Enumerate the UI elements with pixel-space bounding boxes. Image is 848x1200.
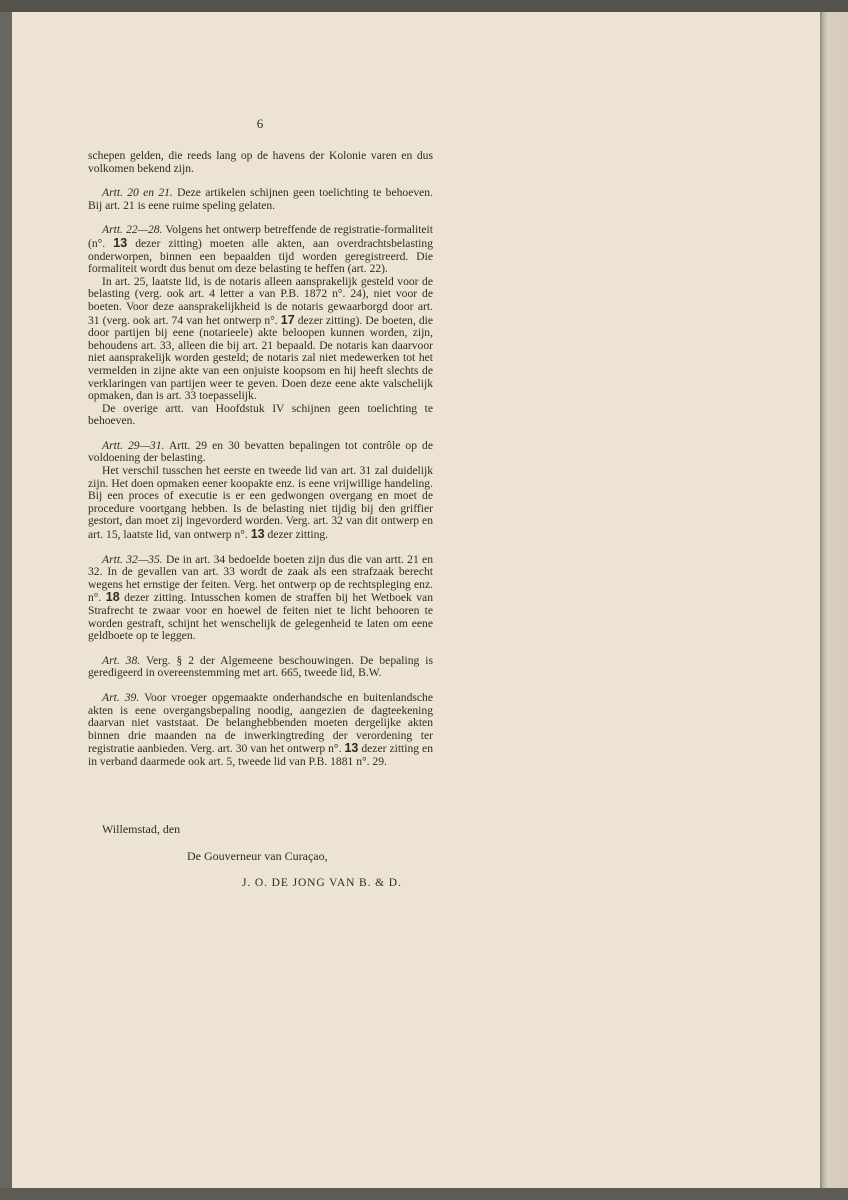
ontwerp-reference: 17 <box>280 312 295 327</box>
next-page-edge <box>820 12 848 1188</box>
paragraph-hoofdstuk-iv: De overige artt. van Hoofdstuk IV schijnen geen toelichting te behoeven. <box>88 401 433 428</box>
paragraph-art-31-verschil: Het verschil tusschen het eerste en tweede lid van art. 31 zal duidelijk zijn. Het doen opmaken eener koopakte enz. is eene vrijwillige handeling. Bij een proces of executie is er een gedwongen overgang en moet de procedure voortgang hebben. Is de belasting niet tijdig bij den griffier gestort, dan moet zij ingevorderd worden. Verg. art. 32 van dit ontwerp en art. 15, laatste lid, van ontwerp n°. 13 dezer zitting. <box>88 464 433 542</box>
closing-place-date: Willemstad, den <box>102 822 181 836</box>
closing-governor-title: De Gouverneur van Curaçao, <box>187 849 328 863</box>
paragraph-art-39: Art. 39. Voor vroeger opgemaakte onderhandsche en buitenlandsche akten is eene overgangsbepaling noodig, aangezien de dagteekening daarvan niet vaststaat. De belanghebbenden moeten dergelijke akten binnen drie maanden na de inwerkingtreding der verordening ter registratie aanbieden. Verg. art. 30 van het ontwerp n°. 13 dezer zitting en in verband daarmede ook art. 5, tweede lid van P.B. 1881 n°. 29. <box>88 690 434 768</box>
signature-name: J. O. DE JONG VAN B. & D. <box>242 877 402 889</box>
ontwerp-reference: 13 <box>113 235 128 250</box>
scan-top-border <box>0 0 848 12</box>
page-number: 6 <box>256 116 264 131</box>
paragraph-artt-32-35: Artt. 32—35. De in art. 34 bedoelde boeten zijn dus die van artt. 21 en 32. In de gevallen van art. 33 wordt de zaak als een strafzaak berecht wegens het ernstige der feiten. Verg. het ontwerp op de rechtspleging enz. n°. 18 dezer zitting. Intusschen komen de straffen bij het Wetboek van Strafrecht te zwaar voor en hoewel de feiten niet te licht behooren te worden gestraft, schijnt het wenschelijk de gelegenheid te laten om eene geldboete op te leggen. <box>88 552 434 643</box>
paragraph-continuation: schepen gelden, die reeds lang op de havens der Kolonie varen en dus volkomen bekend zijn. <box>88 149 433 175</box>
scan-bottom-border <box>0 1188 848 1200</box>
ontwerp-reference: 18 <box>105 590 120 605</box>
body-text <box>88 150 433 769</box>
ontwerp-reference: 13 <box>250 527 265 542</box>
paragraph-artt-22-28: Artt. 22—28. Volgens het ontwerp betreffende de registratie-formaliteit (n°. 13 dezer zitting) moeten alle akten, aan overdrachtsbelasting onderworpen, binnen een bepaalden tijd worden geregistreerd. Die formaliteit wordt dus benut om deze belasting te heffen (art. 22). <box>88 223 434 276</box>
ontwerp-reference: 13 <box>344 741 359 756</box>
paragraph-art-38: Art. 38. Verg. § 2 der Algemeene beschouwingen. De bepaling is geredigeerd in overeenstemming met art. 665, tweede lid, B.W. <box>88 653 434 680</box>
paragraph-artt-20-21: Artt. 20 en 21. Deze artikelen schijnen geen toelichting te behoeven. Bij art. 21 is eene ruime speling gelaten. <box>88 186 433 212</box>
paragraph-artt-29-31: Artt. 29—31. Artt. 29 en 30 bevatten bepalingen tot contrôle op de voldoening der belasting. <box>88 438 433 465</box>
paragraph-art-25: In art. 25, laatste lid, is de notaris alleen aansprakelijk gesteld voor de belasting (verg. ook art. 4 letter a van P.B. 1872 n°. 24), niet voor de boeten. Voor deze aansprakelijkheid is de notaris gewaarborgd door art. 31 (verg. ook art. 74 van het ontwerp n°. 17 dezer zitting). De boeten, die door partijen bij eene (notarieele) akte beloopen kunnen worden, zijn, behoudens art. 33, alleen die bij art. 21 bepaald. De notaris kan daarvoor niet aansprakelijk worden gesteld; de notaris zal niet medewerken tot het vermelden in zijne akte van een onjuiste koopsom en hij heeft slechts de verklaringen van partijen weer te geven. Doen deze eene akte valschelijk opmaken, dan is art. 33 toepasselijk. <box>88 274 433 403</box>
